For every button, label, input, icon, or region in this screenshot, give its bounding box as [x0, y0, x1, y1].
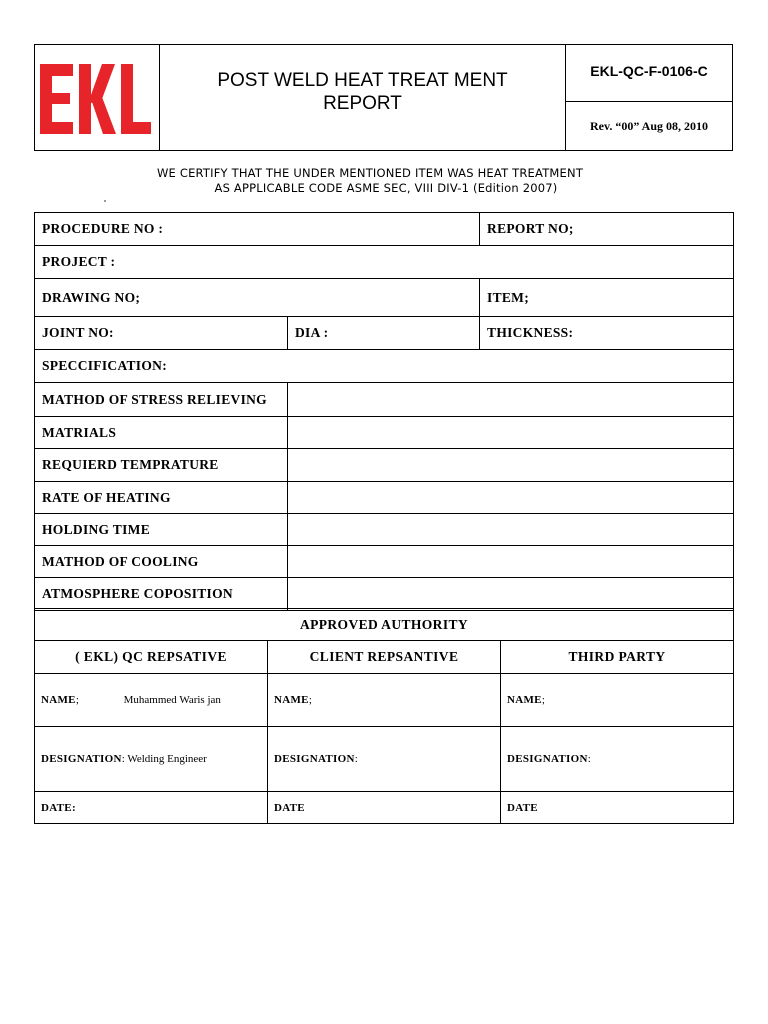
- client-designation-cell[interactable]: [268, 727, 501, 792]
- designation-label: DESIGNATION: [274, 753, 355, 765]
- name-separator: ;: [308, 694, 312, 706]
- thickness-field[interactable]: THICKNESS:: [480, 317, 734, 350]
- table-row: [35, 213, 734, 246]
- atmosphere-composition-value[interactable]: [288, 578, 734, 611]
- materials-label: MATRIALS: [35, 417, 288, 449]
- specification-field[interactable]: SPECCIFICATION:: [35, 350, 734, 383]
- title-line-2: REPORT: [323, 92, 402, 114]
- third-party-column-header: THIRD PARTY: [501, 641, 734, 674]
- client-name-cell[interactable]: [268, 674, 501, 727]
- table-row: [35, 727, 734, 792]
- ekl-qc-column-header: ( EKL) QC REPSATIVE: [35, 641, 268, 674]
- table-row: [35, 449, 734, 482]
- table-row: [35, 482, 734, 514]
- third-party-date-cell[interactable]: DATE: [501, 792, 734, 824]
- dia-field[interactable]: DIA :: [288, 317, 480, 350]
- third-party-name-cell[interactable]: [501, 674, 734, 727]
- rate-of-heating-value[interactable]: [288, 482, 734, 514]
- table-row: [35, 350, 734, 383]
- table-row: [35, 792, 734, 824]
- holding-time-value[interactable]: [288, 514, 734, 546]
- ekl-logo: [40, 64, 152, 134]
- designation-separator: :: [354, 753, 358, 765]
- approved-authority-heading: APPROVED AUTHORITY: [35, 609, 734, 641]
- joint-no-field[interactable]: JOINT NO:: [35, 317, 288, 350]
- rate-of-heating-label: RATE OF HEATING: [35, 482, 288, 514]
- table-row: [35, 641, 734, 674]
- designation-label: DESIGNATION: [507, 753, 588, 765]
- document-control-cell: [566, 45, 732, 150]
- designation-separator: :: [587, 753, 591, 765]
- table-row: [35, 317, 734, 350]
- report-no-field[interactable]: REPORT NO;: [480, 213, 734, 246]
- name-separator: ;: [75, 694, 79, 706]
- designation-separator: :: [121, 753, 125, 765]
- required-temperature-label: REQUIERD TEMPRATURE: [35, 449, 288, 482]
- project-field[interactable]: PROJECT :: [35, 246, 734, 279]
- table-row: [35, 546, 734, 578]
- title-line-1: POST WELD HEAT TREAT MENT: [217, 69, 508, 91]
- designation-label: DESIGNATION: [41, 753, 122, 765]
- procedure-no-field[interactable]: PROCEDURE NO :: [35, 213, 480, 246]
- report-title: [160, 45, 566, 150]
- certification-statement: [120, 166, 620, 196]
- approval-authority-table: [34, 608, 734, 824]
- materials-value[interactable]: [288, 417, 734, 449]
- atmosphere-composition-label: ATMOSPHERE COPOSITION: [35, 578, 288, 611]
- certify-line-1: WE CERTIFY THAT THE UNDER MENTIONED ITEM WAS HEAT TREATMENT: [156, 166, 584, 180]
- document-code: EKL-QC-F-0106-C: [566, 45, 732, 102]
- third-party-designation-cell[interactable]: [501, 727, 734, 792]
- client-column-header: CLIENT REPSANTIVE: [268, 641, 501, 674]
- treatment-details-table: [34, 212, 734, 611]
- method-of-cooling-value[interactable]: [288, 546, 734, 578]
- name-label: NAME: [41, 694, 76, 706]
- method-of-cooling-label: MATHOD OF COOLING: [35, 546, 288, 578]
- client-date-cell[interactable]: DATE: [268, 792, 501, 824]
- name-label: NAME: [507, 694, 542, 706]
- ekl-designation-cell[interactable]: [35, 727, 268, 792]
- ekl-designation-value: Welding Engineer: [127, 753, 207, 765]
- certify-line-2: AS APPLICABLE CODE ASME SEC, VIII DIV-1 (Edition 2007): [214, 181, 558, 195]
- name-separator: ;: [541, 694, 545, 706]
- item-field[interactable]: ITEM;: [480, 279, 734, 317]
- holding-time-label: HOLDING TIME: [35, 514, 288, 546]
- table-row: [35, 674, 734, 727]
- table-row: [35, 246, 734, 279]
- ekl-date-cell[interactable]: DATE:: [35, 792, 268, 824]
- table-row: [35, 514, 734, 546]
- revision-date: Rev. “00” Aug 08, 2010: [589, 118, 708, 133]
- table-row: [35, 578, 734, 611]
- table-row: [35, 609, 734, 641]
- drawing-no-field[interactable]: DRAWING NO;: [35, 279, 480, 317]
- method-stress-relieving-value[interactable]: [288, 383, 734, 417]
- method-stress-relieving-label: MATHOD OF STRESS RELIEVING: [35, 383, 288, 417]
- document-header: [34, 44, 733, 151]
- ekl-name-value: Muhammed Waris jan: [123, 694, 221, 706]
- logo-cell: [35, 45, 160, 150]
- name-label: NAME: [274, 694, 309, 706]
- stray-mark: [104, 200, 106, 202]
- ekl-name-cell[interactable]: [35, 674, 268, 727]
- table-row: [35, 279, 734, 317]
- required-temperature-value[interactable]: [288, 449, 734, 482]
- table-row: [35, 417, 734, 449]
- table-row: [35, 383, 734, 417]
